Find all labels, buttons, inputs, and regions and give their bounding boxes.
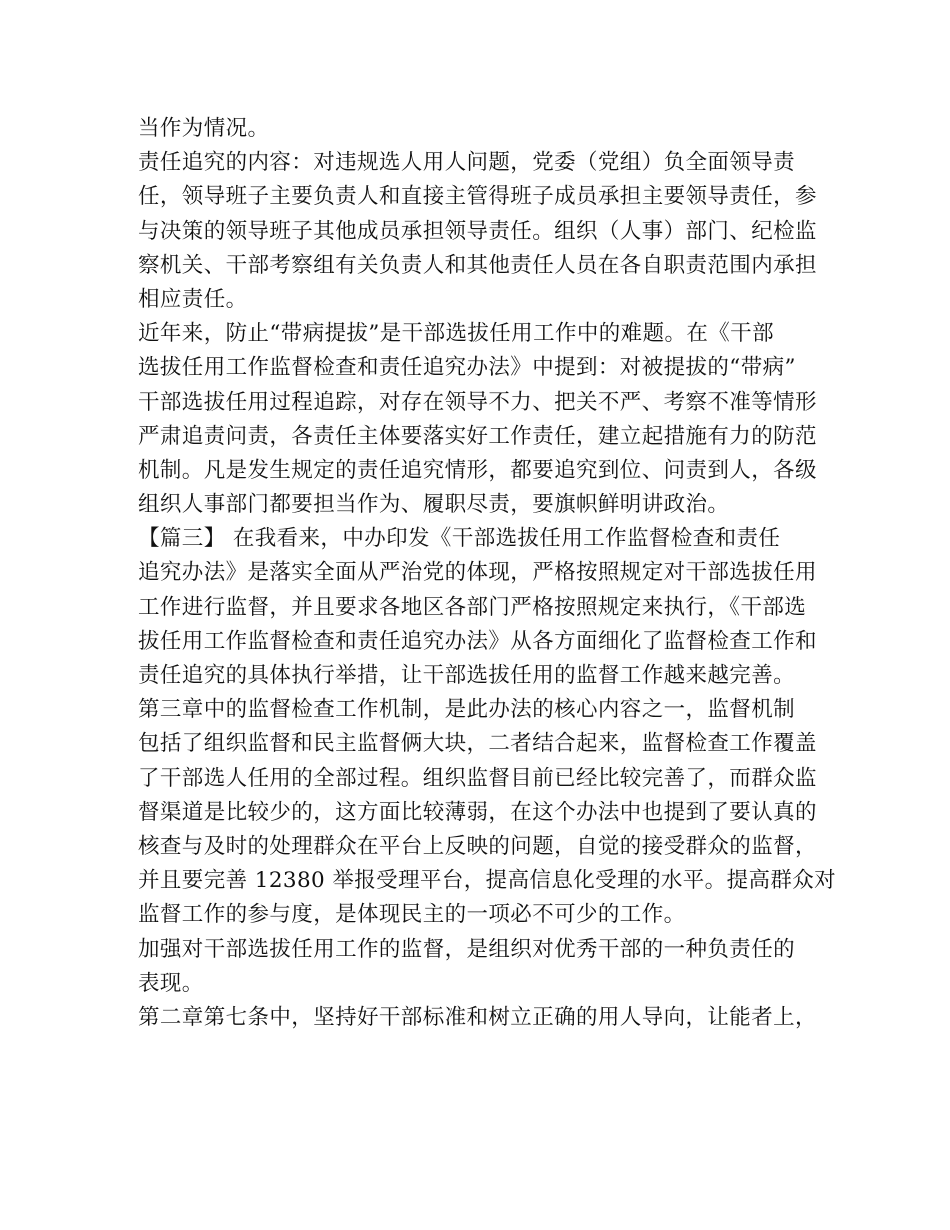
text-line: 选拔任用工作监督检查和责任追究办法》中提到：对被提拔的“带病”	[138, 355, 796, 381]
text-line: 包括了组织监督和民主监督俩大块，二者结合起来，监督检查工作覆盖	[138, 731, 817, 757]
text-line: 督渠道是比较少的，这方面比较薄弱，在这个办法中也提到了要认真的	[138, 799, 817, 825]
text-line: 任，领导班子主要负责人和直接主管得班子成员承担主要领导责任，参	[138, 184, 817, 210]
document-body	[138, 112, 837, 1035]
text-line: 相应责任。	[138, 286, 248, 312]
text-line: 责任追究的内容：对违规选人用人问题，党委（党组）负全面领导责	[138, 150, 796, 176]
text-line: 表现。	[138, 970, 204, 996]
text-line: 严肃追责问责，各责任主体要落实好工作责任，建立起措施有力的防范	[138, 423, 817, 449]
text-line: 机制。凡是发生规定的责任追究情形，都要追究到位、问责到人，各级	[138, 457, 817, 483]
text-line: 第二章第七条中，坚持好干部标准和树立正确的用人导向，让能者上，	[138, 1004, 817, 1030]
text-line: 监督工作的参与度，是体现民主的一项必不可少的工作。	[138, 902, 686, 928]
text-line: 【篇三】 在我看来，中办印发《干部选拔任用工作监督检查和责任	[138, 526, 781, 552]
text-line: 责任追究的具体执行举措，让干部选拔任用的监督工作越来越完善。	[138, 663, 796, 688]
text-line: 了干部选人任用的全部过程。组织监督目前已经比较完善了，而群众监	[138, 765, 817, 791]
text-line: 与决策的领导班子其他成员承担领导责任。组织（人事）部门、纪检监	[138, 218, 817, 244]
text-line: 追究办法》是落实全面从严治党的体现，严格按照规定对干部选拔任用	[138, 560, 817, 586]
text-line: 干部选拔任用过程追踪，对存在领导不力、把关不严、考察不准等情形	[138, 389, 817, 415]
text-line: 组织人事部门都要担当作为、履职尽责，要旗帜鲜明讲政治。	[138, 492, 730, 518]
text-line: 近年来，防止“带病提拔”是干部选拔任用工作中的难题。在《干部	[138, 321, 774, 347]
text-line: 察机关、干部考察组有关负责人和其他责任人员在各自职责范围内承担	[138, 252, 817, 278]
text-line: 拔任用工作监督检查和责任追究办法》从各方面细化了监督检查工作和	[138, 628, 817, 654]
text-line: 核查与及时的处理群众在平台上反映的问题，自觉的接受群众的监督，	[138, 833, 817, 859]
text-line: 加强对干部选拔任用工作的监督，是组织对优秀干部的一种负责任的	[138, 936, 796, 962]
text-line: 第三章中的监督检查工作机制，是此办法的核心内容之一，监督机制	[138, 697, 796, 723]
text-line: 工作进行监督，并且要求各地区各部门严格按照规定来执行，《干部选	[138, 594, 807, 620]
text-line: 当作为情况。	[138, 116, 270, 141]
text-line: 并且要完善 12380 举报受理平台，提高信息化受理的水平。提高群众对	[138, 868, 837, 894]
